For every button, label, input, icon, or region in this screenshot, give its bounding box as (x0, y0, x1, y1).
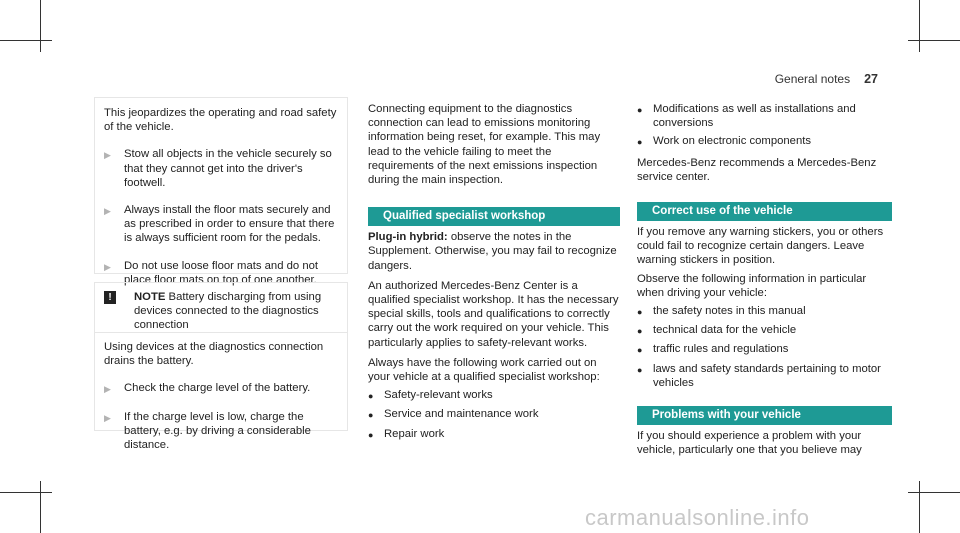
note-header (104, 290, 340, 333)
list-item (637, 102, 892, 130)
intro-text: This jeopardizes the operating and road safety of the vehicle. (104, 107, 337, 134)
list-item-text: If the charge level is low, charge the battery, e.g. by driving a considerable distance. (124, 410, 311, 452)
list-item-text: technical data for the vehicle (653, 324, 797, 337)
crop-mark (0, 40, 52, 41)
paragraph: Always have the following work carried out on your vehicle at a qualified specialist workshop: (368, 356, 600, 384)
list-item-text: Do not use loose floor mats and do not place floor mats on top of one another. (124, 259, 319, 286)
list-item (637, 134, 892, 149)
note-body: Using devices at the diagnostics connection drains the battery. (104, 341, 324, 368)
list-item (637, 342, 892, 357)
plugin-label: Plug-in hybrid: (368, 231, 448, 244)
exclamation-icon: ! (104, 291, 116, 304)
list-item (104, 381, 340, 396)
column-2 (368, 102, 620, 442)
bullet-icon: ● (637, 307, 643, 318)
list-item (104, 410, 340, 453)
bullet-icon: ● (368, 429, 374, 440)
plugin-text: observe the notes in the Supplement. Otherwise, you may fail to recognize dangers. (368, 231, 617, 272)
list-item-text: Safety-relevant works (384, 389, 493, 402)
arrow-icon: ▶ (104, 412, 111, 423)
list-item-text: Service and maintenance work (384, 408, 539, 421)
arrow-icon: ▶ (104, 206, 111, 217)
list-item (368, 407, 620, 422)
bullet-icon: ● (637, 105, 643, 115)
bullet-icon: ● (637, 137, 643, 148)
paragraph: Observe the following information in particular when driving your vehicle: (637, 272, 867, 299)
paragraph: If you remove any warning stickers, you or others could fail to recognize certain dangers. Leave warning stickers in position. (637, 226, 884, 267)
note-title: Battery discharging from using devices connected to the diagnostics connection (134, 291, 322, 332)
list-item-text: traffic rules and regulations (653, 343, 789, 356)
section-heading: Qualified specialist workshop (368, 207, 620, 226)
list-item (637, 304, 892, 319)
paragraph: Mercedes-Benz recommends a Mercedes-Benz service center. (637, 156, 877, 183)
column-3 (637, 102, 892, 457)
crop-mark (919, 0, 920, 52)
page-number: 27 (864, 72, 878, 86)
crop-mark (908, 40, 960, 41)
list-item (368, 427, 620, 442)
section-heading: Correct use of the vehicle (637, 202, 892, 221)
list-item-text: Stow all objects in the vehicle securely so that they cannot get into the driver's footwell. (124, 148, 332, 189)
bullet-icon: ● (368, 391, 374, 402)
list-item-text: Repair work (384, 427, 445, 440)
page-header (775, 72, 878, 86)
paragraph: Connecting equipment to the diagnostics connection can lead to emissions monitoring information being reset, for example. This may lead to the vehicle failing to meet the requirements of the next emissions inspection during the main inspection. (368, 103, 601, 187)
list-item (104, 147, 340, 190)
bullet-icon: ● (637, 326, 643, 337)
watermark: carmanualsonline.info (585, 505, 810, 530)
list-item-text: Always install the floor mats securely and as prescribed in order to ensure that there is always sufficient room for the pedals. (124, 204, 335, 245)
list-item (104, 203, 340, 246)
list-item-text: the safety notes in this manual (653, 305, 806, 318)
bullet-icon: ● (637, 364, 643, 375)
column-1 (104, 106, 340, 287)
crop-mark (908, 492, 960, 493)
header-title: General notes (774, 72, 851, 86)
list-item (637, 323, 892, 338)
crop-mark (40, 0, 41, 52)
list-item-text: Check the charge level of the battery. (124, 382, 311, 395)
bullet-icon: ● (368, 410, 374, 421)
list-item-text: laws and safety standards pertaining to motor vehicles (653, 362, 881, 389)
list-item-text: Work on electronic components (653, 135, 812, 148)
crop-mark (919, 481, 920, 533)
arrow-icon: ▶ (104, 384, 111, 395)
section-heading: Problems with your vehicle (637, 406, 892, 425)
crop-mark (0, 492, 52, 493)
bullet-icon: ● (637, 345, 643, 356)
paragraph: If you should experience a problem with your vehicle, particularly one that you believe may (637, 430, 862, 457)
crop-mark (40, 481, 41, 533)
list-item-text: Modifications as well as installations and conversions (653, 103, 856, 130)
arrow-icon: ▶ (104, 150, 111, 161)
list-item (637, 362, 892, 390)
list-item (368, 388, 620, 403)
note-content (104, 340, 340, 452)
paragraph (368, 230, 620, 273)
arrow-icon: ▶ (104, 261, 111, 272)
paragraph: An authorized Mercedes-Benz Center is a qualified specialist workshop. It has the necessary special skills, tools and qualifications to correctly carry out the work required on your vehicle. This particularly applies to safety-relevant works. (368, 279, 619, 349)
note-label: NOTE (134, 291, 166, 303)
